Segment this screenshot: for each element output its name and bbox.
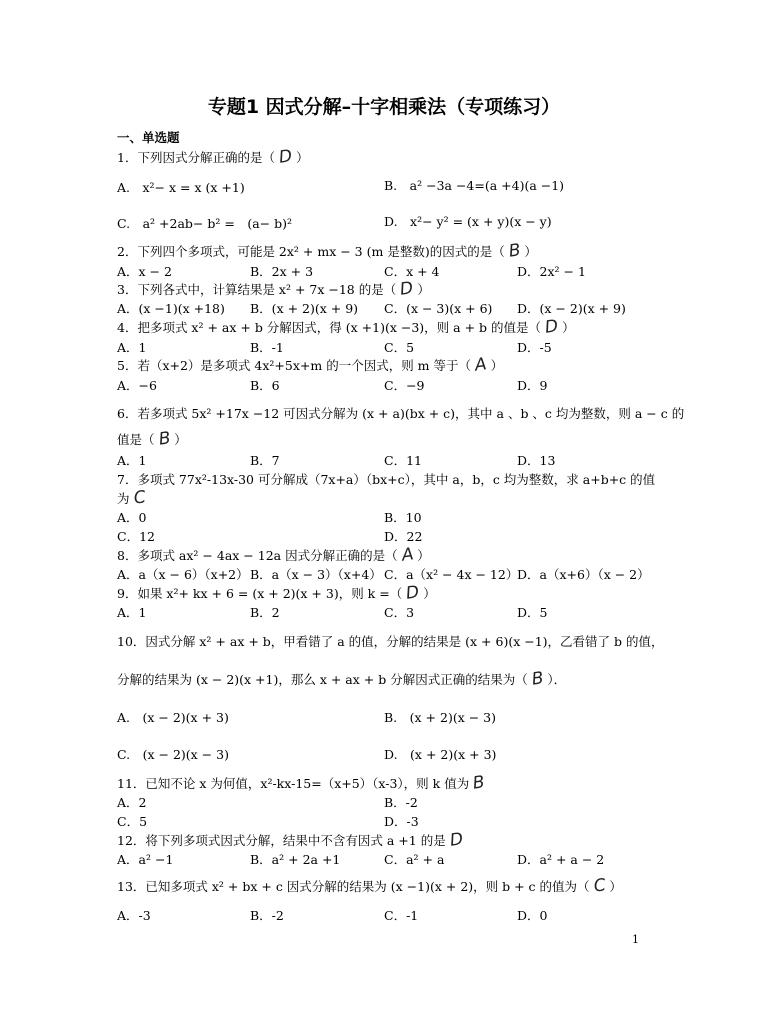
q13-option-b: B．-2 (250, 908, 284, 923)
q9-option-b: B．2 (250, 605, 280, 620)
question-6-continued: 值是（ B ） (117, 428, 187, 450)
q11-option-a: A．2 (117, 795, 147, 810)
question-4: 4．把多项式 x² + ax + b 分解因式，得 (x +1)(x −3)，则 a + b 的值是（ D ） (117, 316, 575, 338)
q6-option-c: C．11 (384, 453, 422, 468)
q10-option-b: B. (x + 2)(x − 3) (384, 710, 497, 725)
question-12: 12．将下列多项式因式分解，结果中不含有因式 a +1 的是 D (117, 829, 465, 851)
q1-option-c: C. a² +2ab− b² = (a− b)² (117, 216, 292, 231)
q13-option-a: A．-3 (117, 908, 151, 923)
q12-option-a: A．a² −1 (117, 852, 174, 867)
q1-option-b: B. a² −3a −4=(a +4)(a −1) (384, 178, 565, 193)
q7-option-a: A．0 (117, 510, 147, 525)
handwritten-answer-2: B (507, 240, 522, 262)
question-3: 3．下列各式中，计算结果是 x² + 7x −18 的是（ D ） (117, 278, 430, 300)
handwritten-answer-3: D (398, 278, 415, 300)
handwritten-answer-1: D (277, 146, 294, 168)
q6-option-a: A．1 (117, 453, 147, 468)
handwritten-answer-6: B (157, 428, 172, 450)
handwritten-answer-5: A (473, 354, 488, 376)
q12-option-b: B．a² + 2a +1 (250, 852, 341, 867)
question-10-continued: 分解的结果为 (x − 2)(x +1)，那么 x + ax + b 分解因式正确的结果为（ B ）． (117, 668, 567, 690)
handwritten-answer-12: D (448, 829, 465, 851)
question-7: 7．多项式 77x²-13x-30 可分解成（7x+a）（bx+c），其中 a，b，c 均为整数，求 a+b+c 的值 (117, 472, 656, 487)
q2-option-d: D．2x² − 1 (517, 264, 586, 279)
handwritten-answer-4: D (543, 316, 560, 338)
page-title: 专题1 因式分解–十字相乘法（专项练习） (207, 96, 561, 118)
question-7-continued: 为 C (117, 487, 147, 509)
q4-option-c: C．5 (384, 340, 415, 355)
q7-option-d: D．22 (384, 529, 423, 544)
q7-option-c: C．12 (117, 529, 155, 544)
handwritten-answer-7: C (132, 487, 147, 509)
handwritten-answer-8: A (400, 544, 415, 566)
q6-option-b: B．7 (250, 453, 280, 468)
question-2: 2．下列四个多项式，可能是 2x² + mx − 3 (m 是整数)的因式的是（ B ） (117, 240, 537, 262)
question-1: 1．下列因式分解正确的是（ D ） (117, 146, 309, 168)
q4-option-d: D．-5 (517, 340, 552, 355)
q13-option-d: D．0 (517, 908, 548, 923)
q4-option-a: A．1 (117, 340, 147, 355)
question-8: 8．多项式 ax² − 4ax − 12a 因式分解正确的是（ A ） (117, 544, 430, 566)
q12-option-d: D．a² + a − 2 (517, 852, 605, 867)
q4-option-b: B．-1 (250, 340, 284, 355)
q2-option-a: A．x − 2 (117, 264, 172, 279)
q10-option-d: D. (x + 2)(x + 3) (384, 747, 497, 762)
q5-option-b: B．6 (250, 378, 280, 393)
q5-option-d: D．9 (517, 378, 548, 393)
q8-option-a: A．a（x − 6）（x+2） (117, 567, 249, 582)
q2-option-c: C．x + 4 (384, 264, 440, 279)
question-9: 9．如果 x²+ kx + 6 = (x + 2)(x + 3)，则 k =（ D ） (117, 582, 436, 604)
question-11: 11．已知不论 x 为何值，x²-kx-15=（x+5）（x-3），则 k 值为 B (117, 772, 487, 794)
handwritten-answer-13: C (592, 875, 607, 897)
handwritten-answer-11: B (471, 772, 487, 794)
q13-option-c: C．-1 (384, 908, 419, 923)
q3-option-a: A．(x −1)(x +18) (117, 301, 225, 316)
q6-option-d: D．13 (517, 453, 556, 468)
q8-option-c: C．a（x² − 4x − 12） (384, 567, 519, 582)
handwritten-answer-9: D (404, 582, 421, 604)
page-number: 1 (632, 933, 639, 946)
question-5: 5．若（x+2）是多项式 4x²+5x+m 的一个因式，则 m 等于（ A ） (117, 354, 504, 376)
question-6: 6．若多项式 5x² +17x −12 可因式分解为 (x + a)(bx + c)，其中 a 、b 、c 均为整数，则 a − c 的 (117, 406, 685, 421)
q1-option-a: A. x²− x = x (x +1) (117, 180, 245, 195)
q8-option-b: B．a（x − 3）（x+4） (250, 567, 382, 582)
q7-option-b: B．10 (384, 510, 422, 525)
q11-option-d: D．-3 (384, 814, 419, 829)
q9-option-a: A．1 (117, 605, 147, 620)
section-heading: 一、单选题 (117, 130, 180, 145)
question-13: 13．已知多项式 x² + bx + c 因式分解的结果为 (x −1)(x + 2)，则 b + c 的值为（ C ） (117, 875, 622, 897)
q2-option-b: B．2x + 3 (250, 264, 314, 279)
q9-option-d: D．5 (517, 605, 548, 620)
q1-option-d: D. x²− y² = (x + y)(x − y) (384, 214, 552, 229)
q8-option-d: D．a（x+6）（x − 2） (517, 567, 650, 582)
q12-option-c: C．a² + a (384, 852, 445, 867)
q5-option-a: A．−6 (117, 378, 157, 393)
q10-option-a: A. (x − 2)(x + 3) (117, 710, 229, 725)
q3-option-b: B．(x + 2)(x + 9) (250, 301, 359, 316)
q9-option-c: C．3 (384, 605, 415, 620)
q3-option-d: D．(x − 2)(x + 9) (517, 301, 626, 316)
q11-option-c: C．5 (117, 814, 148, 829)
q5-option-c: C．−9 (384, 378, 425, 393)
q3-option-c: C．(x − 3)(x + 6) (384, 301, 493, 316)
q11-option-b: B．-2 (384, 795, 418, 810)
q10-option-c: C. (x − 2)(x − 3) (117, 747, 229, 762)
question-10: 10．因式分解 x² + ax + b，甲看错了 a 的值，分解的结果是 (x + 6)(x −1)，乙看错了 b 的值， (117, 634, 664, 649)
handwritten-answer-10: B (530, 668, 545, 690)
